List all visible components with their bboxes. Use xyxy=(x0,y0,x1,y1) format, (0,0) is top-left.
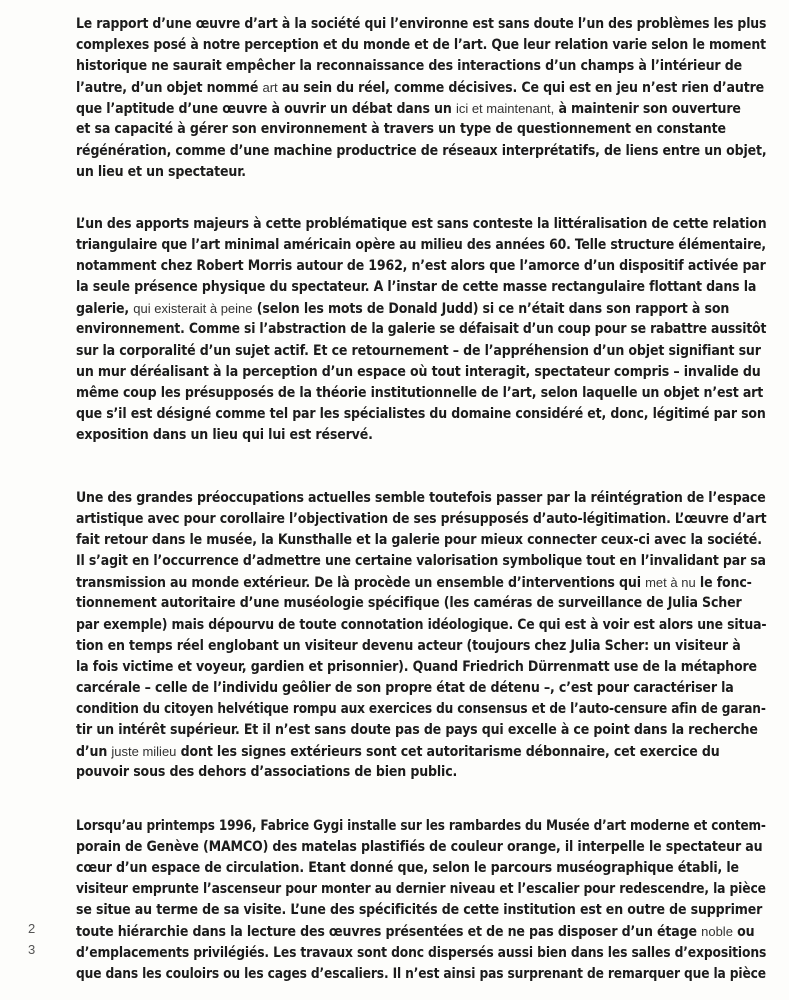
text-run: historique ne saurait empêcher la reconnaissance des interactions d’un champs à l’intérieur de xyxy=(76,58,742,75)
text-line xyxy=(76,404,777,425)
text-run: pouvoir sous des dehors d’associations de bien public. xyxy=(76,764,458,781)
text-line xyxy=(76,235,771,256)
text-line xyxy=(76,837,789,858)
text-line xyxy=(76,341,779,362)
paragraph-3 xyxy=(76,488,789,783)
text-run: (selon les mots de Donald Judd) si ce n’était dans son rapport à son xyxy=(252,301,730,318)
text-line xyxy=(76,35,767,56)
text-run: au sein du réel, comme décisives. Ce qui est en jeu n’est rien d’autre xyxy=(277,80,765,97)
paragraph-1 xyxy=(76,14,774,183)
text-run: d’un xyxy=(76,744,112,761)
text-run: exposition dans un lieu qui lui est réservé. xyxy=(76,426,373,443)
text-line xyxy=(76,383,779,404)
text-run: Lorsqu’au printemps 1996, Fabrice Gygi installe sur les rambardes du Musée d’art moderne et contem- xyxy=(76,818,766,834)
text-run: cœur d’un espace de circulation. Etant donné que, selon le parcours muséographique établi, le xyxy=(76,860,739,877)
text-line xyxy=(76,900,789,921)
text-run: dont les signes extérieurs sont cet autoritarisme débonnaire, cet exercice du xyxy=(176,744,720,761)
page-number-right: 3 xyxy=(28,942,36,957)
text-run: la fois victime et voyeur, gardien et prisonnier). Quand Friedrich Dürrenmatt use de la métaphore xyxy=(76,658,757,675)
text-line xyxy=(76,77,774,98)
text-line xyxy=(76,762,789,783)
text-line xyxy=(76,162,774,183)
text-line xyxy=(76,141,773,162)
text-line xyxy=(76,572,789,593)
text-line xyxy=(76,56,774,77)
emphasized-term: art xyxy=(262,80,278,96)
text-line xyxy=(76,277,779,298)
text-line xyxy=(76,551,787,572)
text-line xyxy=(76,921,789,942)
text-line xyxy=(76,964,777,985)
text-run: visiteur emprunte l’ascenseur pour monter au dernier niveau et l’escalier pour redescendre, la pièce xyxy=(76,881,766,898)
text-run: la seule présence physique du spectateur. A l’instar de cette masse rectangulaire flottant dans la xyxy=(76,279,757,296)
text-run: porain de Genève (MAMCO) des matelas plastifiés de couleur orange, il interpelle le spectateur au xyxy=(76,839,763,856)
text-run: se situe au terme de sa visite. L’une des spécificités de cette institution est en outre de supprimer xyxy=(76,902,763,919)
text-line xyxy=(76,879,781,900)
text-run: le fonc- xyxy=(695,575,752,592)
text-run: d’emplacements privilégiés. Les travaux sont donc dispersés aussi bien dans les salles d’expositions xyxy=(76,944,767,961)
text-line xyxy=(76,530,789,551)
text-run: régénération, comme d’une machine productrice de réseaux interprétatifs, de liens entre un objet, xyxy=(76,142,767,159)
text-line xyxy=(76,615,784,636)
text-line xyxy=(76,256,777,277)
text-run: triangulaire que l’art minimal américain opère au milieu des années 60. Telle structure élémentaire, xyxy=(76,237,767,254)
text-run: même coup les présupposés de la théorie institutionnelle de l’art, selon laquelle un objet n’est art xyxy=(76,384,764,401)
text-line xyxy=(76,858,789,879)
text-line xyxy=(76,298,779,319)
text-line xyxy=(76,319,766,340)
text-run: complexes posé à notre perception et du monde et de l’art. Que leur relation varie selon le moment xyxy=(76,37,766,54)
text-run: environnement. Comme si l’abstraction de la galerie se défaisait d’un coup pour se rabattre aussitôt xyxy=(76,321,767,338)
emphasized-term: juste milieu xyxy=(111,744,177,760)
text-line xyxy=(76,98,774,119)
text-run: Une des grandes préoccupations actuelles semble toutefois passer par la réintégration de l’espace xyxy=(76,490,766,506)
paragraph-2 xyxy=(76,214,779,446)
emphasized-term: met à nu xyxy=(645,575,696,591)
text-line xyxy=(76,593,789,614)
text-run: un lieu et un spectateur. xyxy=(76,163,246,180)
text-line xyxy=(76,362,779,383)
text-run: ou xyxy=(732,924,755,941)
text-line xyxy=(76,678,789,699)
text-run: notamment chez Robert Morris autour de 1962, n’est alors que l’amorce d’un dispositif activée par xyxy=(76,258,766,275)
text-run: Le rapport d’une œuvre d’art à la société qui l’environne est sans doute l’un des problèmes les plus xyxy=(76,16,767,32)
text-run: tionnement autoritaire d’une muséologie spécifique (les caméras de surveillance de Julia Scher xyxy=(76,595,742,612)
text-line xyxy=(76,488,789,509)
text-line xyxy=(76,657,789,678)
text-line xyxy=(76,699,766,720)
page-number-left: 2 xyxy=(28,921,36,936)
text-run: l’autre, d’un objet nommé xyxy=(76,80,263,97)
text-run: toute hiérarchie dans la lecture des œuvres présentées et de ne pas disposer d’un étage xyxy=(76,924,702,941)
text-run: artistique avec pour corollaire l’objectivation de ses présupposés d’auto-légitimation. L’œuvre d’art xyxy=(76,511,767,528)
emphasized-term: noble xyxy=(701,924,733,940)
text-line xyxy=(76,636,789,657)
emphasized-term: qui existerait à peine xyxy=(133,301,253,317)
paragraph-4 xyxy=(76,816,789,985)
emphasized-term: ici et maintenant, xyxy=(455,101,555,117)
text-run: fait retour dans le musée, la Kunsthalle et la galerie pour mieux connecter ceux-ci avec la société. xyxy=(76,532,762,549)
text-run: galerie, xyxy=(76,301,134,318)
text-line xyxy=(76,741,789,762)
text-run: et sa capacité à gérer son environnement à travers un type de questionnement en constante xyxy=(76,121,726,138)
text-run: condition du citoyen helvétique rompu aux exercices du consensus et de l’auto-censure afin de garan- xyxy=(76,700,766,717)
text-line xyxy=(76,509,785,530)
text-run: tion en temps réel englobant un visiteur devenu acteur (toujours chez Julia Scher: un visiteur à xyxy=(76,637,741,654)
text-line xyxy=(76,214,774,235)
text-line xyxy=(76,943,781,964)
text-run: L’un des apports majeurs à cette problématique est sans conteste la littéralisation de cette relation xyxy=(76,216,767,232)
text-line xyxy=(76,816,766,837)
text-run: sur la corporalité d’un sujet actif. Et ce retournement – de l’appréhension d’un objet signifiant sur xyxy=(76,342,761,359)
text-run: par exemple) mais dépourvu de toute connotation idéologique. Ce qui est à voir est alors une situa- xyxy=(76,616,767,633)
text-line xyxy=(76,119,774,140)
text-run: que l’aptitude d’une œuvre à ouvrir un débat dans un xyxy=(76,101,456,118)
text-run: tir un intérêt supérieur. Et il n’est sans doute pas de pays qui excelle à ce point dans la recherche xyxy=(76,722,758,739)
text-run: que s’il est désigné comme tel par les spécialistes du domaine considéré et, donc, légitimé par son xyxy=(76,405,766,422)
text-run: Il s’agit en l’occurrence d’admettre une certaine valorisation symbolique tout en l’invalidant par sa xyxy=(76,553,766,570)
text-run: que dans les couloirs ou les cages d’escaliers. Il n’est ainsi pas surprenant de remarquer que la pièce xyxy=(76,965,766,982)
text-run: transmission au monde extérieur. De là procède un ensemble d’interventions qui xyxy=(76,575,646,592)
text-line xyxy=(76,425,779,446)
text-line xyxy=(76,14,766,35)
text-run: un mur déréalisant à la perception d’un espace où tout interagit, spectateur compris – invalide du xyxy=(76,363,761,380)
text-run: carcérale – celle de l’individu geôlier de son propre état de détenu –, c’est pour caractériser la xyxy=(76,679,734,696)
text-run: à maintenir son ouverture xyxy=(554,101,741,118)
text-line xyxy=(76,720,789,741)
